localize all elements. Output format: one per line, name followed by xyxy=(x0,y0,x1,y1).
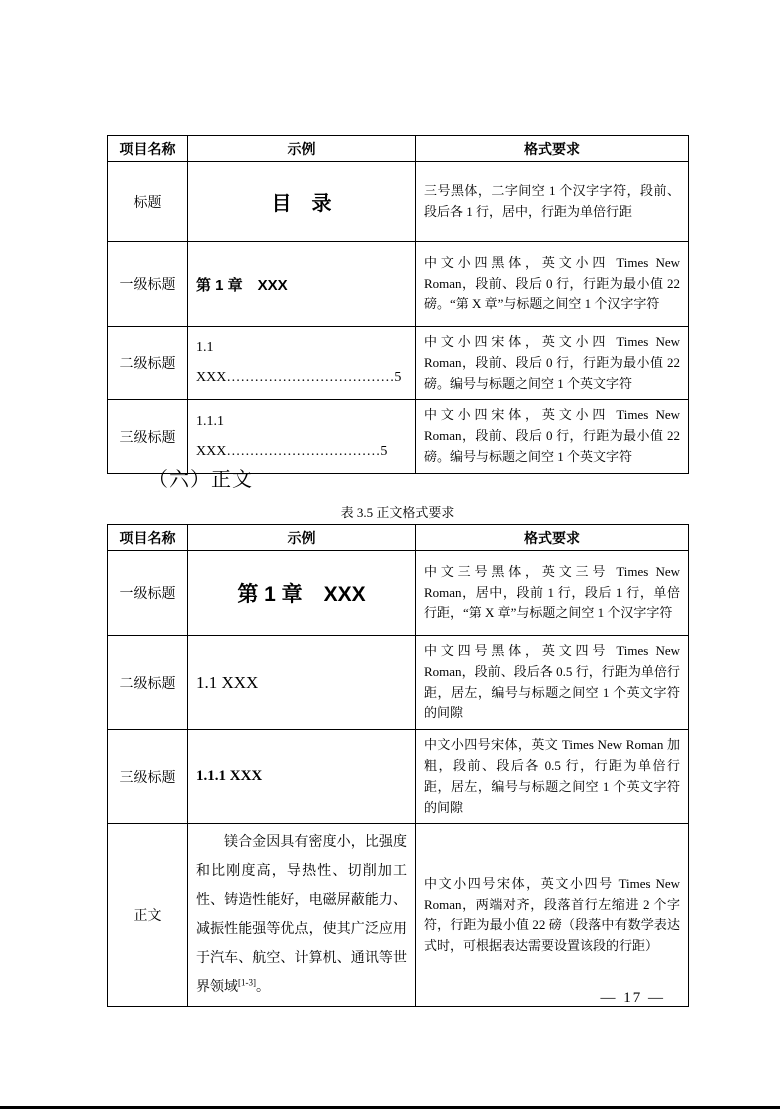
toc-entry-leader: XXX………………………………5 xyxy=(196,370,402,386)
table-row xyxy=(108,636,689,730)
page-number: — 17 — xyxy=(600,990,665,1006)
row-label: 标题 xyxy=(108,162,188,242)
toc-entry-number: 1.1 xyxy=(196,340,214,356)
format-requirement: 中文小四号宋体，英文小四号 Times New Roman，两端对齐，段落首行左缩进 2 个字符，行距为最小值 22 磅（段落中有数学表达式时，可根据表达需要设置该段的行距） xyxy=(416,824,689,1007)
example-chapter-heading: 第 1 章 XXX xyxy=(188,242,416,327)
col-header-format: 格式要求 xyxy=(416,136,689,162)
toc-entry-leader: XXX……………………………5 xyxy=(196,443,388,459)
format-requirement: 中文三号黑体，英文三号 Times New Roman，居中，段前 1 行，段后 1 行，单倍行距，“第 X 章”与标题之间空 1 个汉字字符 xyxy=(416,551,689,636)
col-header-example: 示例 xyxy=(188,136,416,162)
table-row xyxy=(108,327,689,400)
table-row xyxy=(108,730,689,824)
example-chapter-heading: 第 1 章 XXX xyxy=(188,551,416,636)
example-subsection-heading: 1.1.1 XXX xyxy=(188,730,416,824)
table-row xyxy=(108,824,689,1007)
row-label: 二级标题 xyxy=(108,327,188,400)
table-row xyxy=(108,162,689,242)
toc-entry-number: 1.1.1 xyxy=(196,413,224,429)
format-requirement: 三号黑体，二字间空 1 个汉字字符，段前、段后各 1 行，居中，行距为单倍行距 xyxy=(416,162,689,242)
table-caption: 表 3.5 正文格式要求 xyxy=(340,505,455,520)
example-section-heading: 1.1 XXX xyxy=(188,636,416,730)
table-header-row xyxy=(108,136,689,162)
format-requirement: 中文四号黑体，英文四号 Times New Roman，段前、段后各 0.5 行，行距为单倍行距，居左，编号与标题之间空 1 个英文字符的间隙 xyxy=(416,636,689,730)
row-label: 三级标题 xyxy=(108,400,188,473)
col-header-item-name: 项目名称 xyxy=(108,136,188,162)
format-requirement: 中文小四宋体，英文小四 Times New Roman，段前、段后 0 行，行距为最小值 22 磅。编号与标题之间空 1 个英文字符 xyxy=(416,400,689,473)
table-header-row xyxy=(108,525,689,551)
bottom-divider-line xyxy=(0,1106,780,1109)
row-label: 一级标题 xyxy=(108,551,188,636)
row-label: 正文 xyxy=(108,824,188,1007)
col-header-format: 格式要求 xyxy=(416,525,689,551)
col-header-example: 示例 xyxy=(188,525,416,551)
example-toc-entry xyxy=(188,327,416,400)
format-table-headings xyxy=(107,135,689,474)
example-body-paragraph xyxy=(188,824,416,1007)
row-label: 三级标题 xyxy=(108,730,188,824)
format-requirement: 中文小四宋体，英文小四 Times New Roman，段前、段后 0 行，行距为最小值 22 磅。编号与标题之间空 1 个英文字符 xyxy=(416,327,689,400)
format-requirement: 中文小四号宋体，英文 Times New Roman 加粗，段前、段后各 0.5 行，行距为单倍行距，居左，编号与标题之间空 1 个英文字符的间隙 xyxy=(416,730,689,824)
format-requirement: 中文小四黑体，英文小四 Times New Roman，段前、段后 0 行，行距为最小值 22 磅。“第 X 章”与标题之间空 1 个汉字字符 xyxy=(416,242,689,327)
row-label: 二级标题 xyxy=(108,636,188,730)
body-paragraph-text: 镁合金因具有密度小，比强度和比刚度高，导热性、切削加工性、铸造性能好，电磁屏蔽能力、减振性能强等优点，使其广泛应用于汽车、航空、计算机、通讯等世界领域 xyxy=(196,835,407,996)
table-row xyxy=(108,242,689,327)
table-row xyxy=(108,551,689,636)
body-paragraph-end: 。 xyxy=(256,980,270,996)
col-header-item-name: 项目名称 xyxy=(108,525,188,551)
example-toc-title: 目 录 xyxy=(188,162,416,242)
row-label: 一级标题 xyxy=(108,242,188,327)
citation-reference: [1-3] xyxy=(238,977,256,988)
section-heading: （六）正文 xyxy=(148,469,253,491)
format-table-body-text xyxy=(107,524,689,1007)
